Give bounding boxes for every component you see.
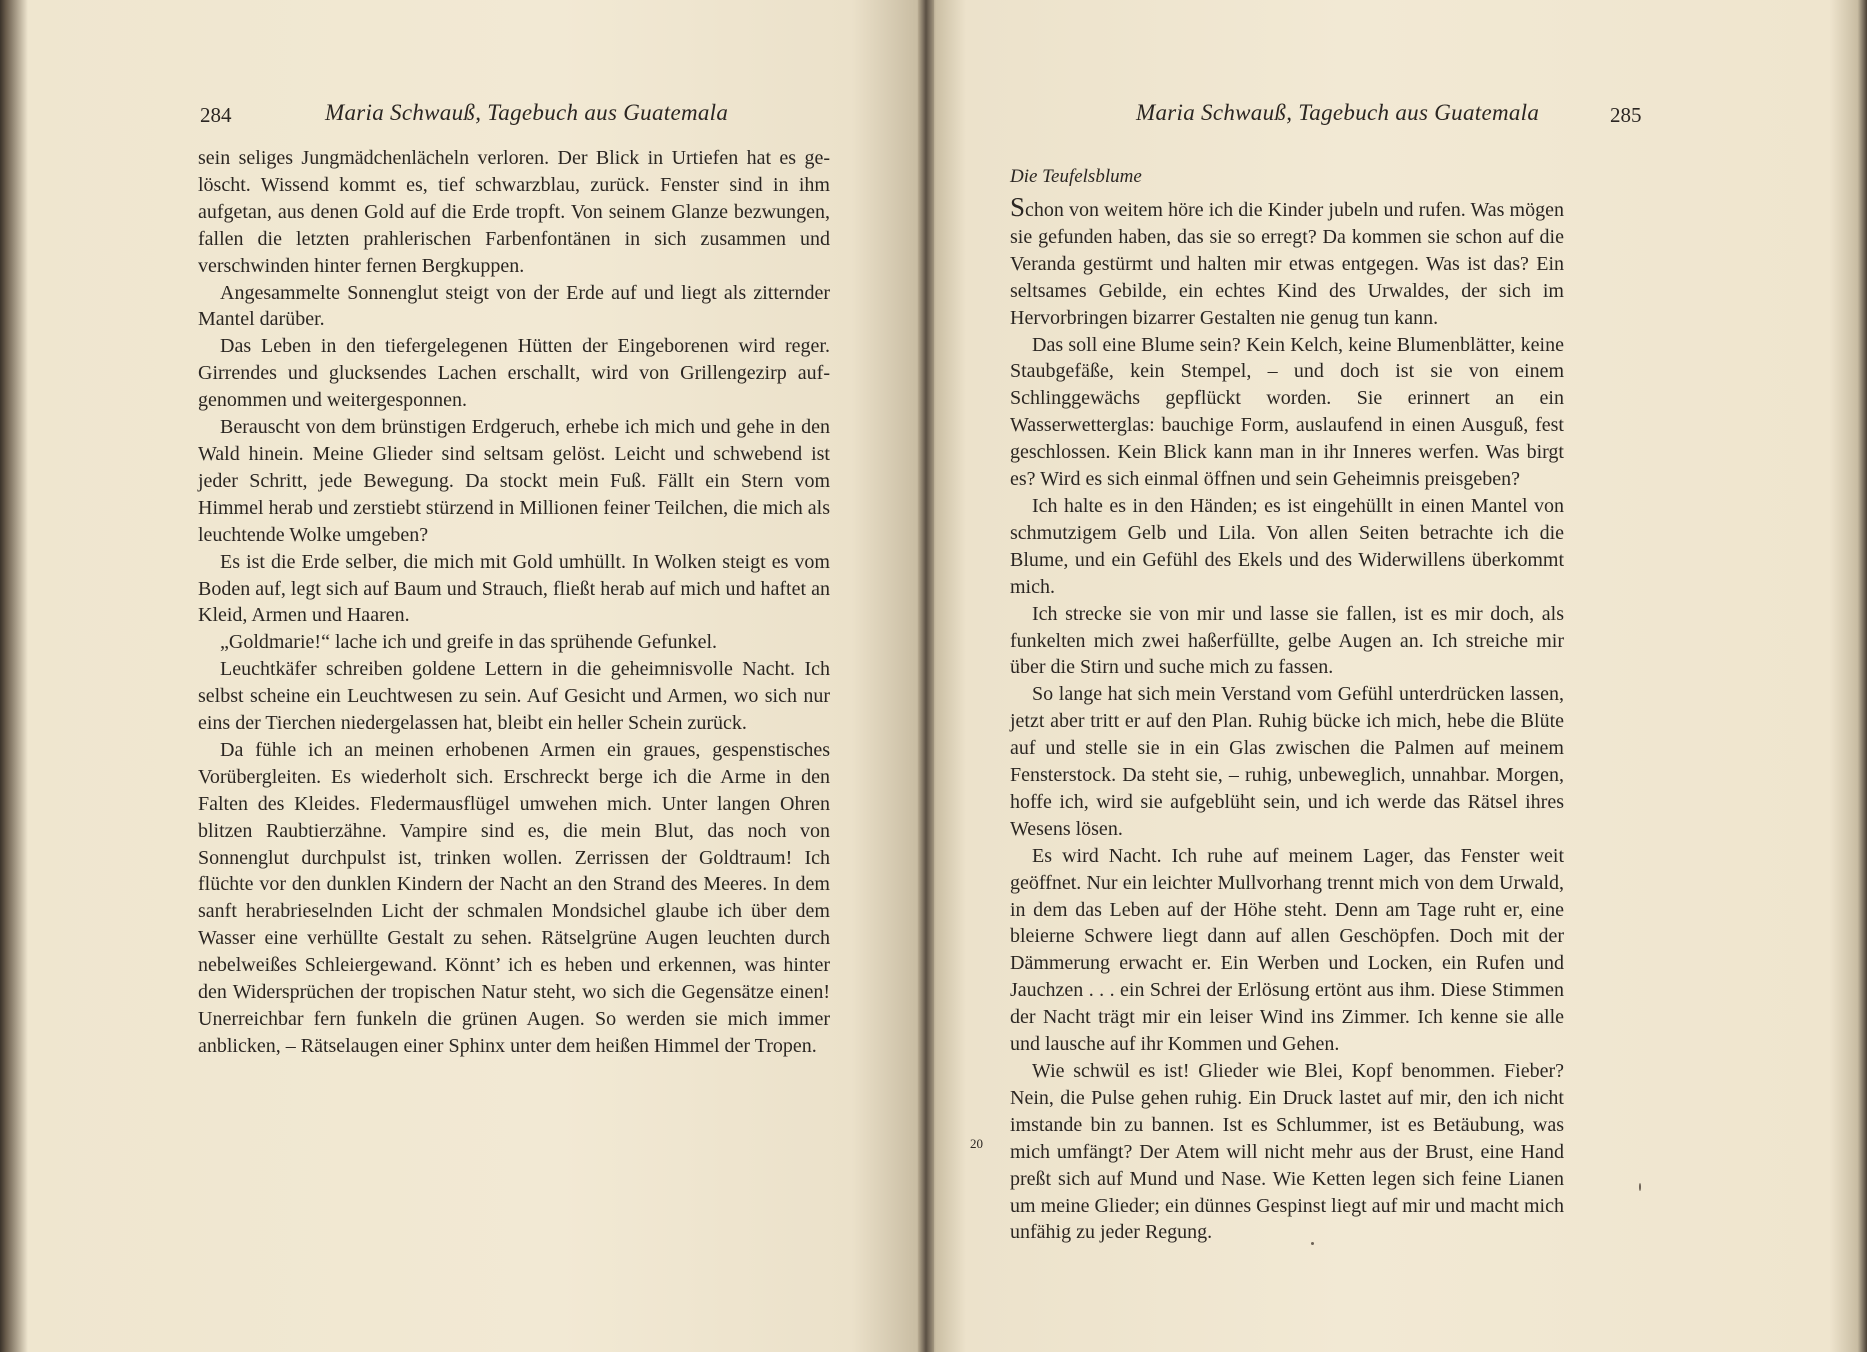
paper-speck [1311,1242,1314,1245]
paragraph: sein seliges Jungmädchenlächeln verloren. Der Blick in Urtiefen hat es gelöscht. Wissend kommt es, tief schwarzblau, zurück. Fenster sind in ihm aufgetan, aus denen Gold auf die Erde tropft. Von seinem Glanze bezwungen, fallen die letzten prahlerischen Farbenfontänen in sich zusammen und verschwinden hinter fernen Bergkuppen. [198,147,830,277]
paragraph: Da fühle ich an meinen erhobenen Armen ein graues, gespenstisches Vorübergleiten. Es wiederholt sich. Erschreckt berge ich die Arme in den Falten des Kleides. Fledermausflügel umwehen mich. Unter langen Ohren blitzen Raubtierzähne. Vampire sind es, die mein Blut, das noch von Sonnenglut durchpulst ist, trinken wollen. Zerrissen der Goldtraum! Ich flüchte vor den dunklen Kindern der Nacht an den Strand des Meeres. In dem sanft herabrieselnden Licht der schmalen Mondsichel glaube ich über dem Wasser eine verhüllte Gestalt zu sehen. Rätselgrüne Augen leuchten durch nebelweißes Schleiergewand. Könnt’ ich es heben und erkennen, was hinter den Widersprüchen der tropischen Natur steht, wo sich die Gegensätze einen! Unerreichbar fern funkeln die grünen Augen. So werden sie mich immer anblicken, – Rätselaugen einer Sphinx unter dem heißen Himmel der Tropen. [198,738,830,1057]
left-running-head: Maria Schwauß, Tagebuch aus Guatemala [325,100,729,125]
right-running-head: Maria Schwauß, Tagebuch aus Guatemala [1136,100,1540,125]
paragraph: So lange hat sich mein Verstand vom Gefühl unterdrücken lassen, jetzt aber tritt er auf den Plan. Ruhig bücke ich mich, hebe die Blüte auf und stelle sie in ein Glas zwischen die Palmen auf meinem Fensterstock. Da steht sie, – ruhig, unbeweglich, unnahbar. Morgen, hoffe ich, wird sie aufgeblüht sein, und ich werde das Rätsel ihres Wesens lösen. [1010,683,1564,840]
right-page [926,0,1867,1352]
paragraph: Es ist die Erde selber, die mich mit Gold umhüllt. In Wolken steigt es vom Boden auf, legt sich auf Baum und Strauch, fließt herab auf mich und haftet an Kleid, Armen und Haaren. [198,550,830,627]
right-body-text [1010,164,1564,1246]
paragraph: Das soll eine Blume sein? Kein Kelch, keine Blumenblätter, keine Staubgefäße, kein Stempel, – und doch ist sie von einem Schlinggewächs gepflückt worden. Sie erinnert an ein Wasserwetterglas: bauchige Form, auslaufend in einen Ausguß, fest geschlossen. Kein Blick kann man in ihr Inneres werfen. Was birgt es? Wird es sich einmal öffnen und sein Geheimnis preisgeben? [1010,333,1564,491]
paragraph: Angesammelte Sonnenglut steigt von der Erde auf und liegt als zitternder Mantel darüber. [198,281,830,331]
paragraph: Es wird Nacht. Ich ruhe auf meinem Lager, das Fenster weit geöffnet. Nur ein leichter Mullvorhang trennt mich von dem Urwald, in dem das Leben auf der Höhe steht. Denn am Tage ruht er, eine bleierne Schwere liegt dann auf allen Geschöpfen. Doch mit der Dämmerung erwacht er. Ein Werben und Locken, ein Rufen und Jauchzen . . . ein Schrei der Erlösung ertönt aus ihm. Diese Stimmen der Nacht trägt mir ein leiser Wind ins Zimmer. Ich kenne sie alle und lausche auf ihr Kommen und Gehen. [1010,844,1564,1056]
left-body-text [198,145,830,1060]
paragraph: Das Leben in den tiefergelegenen Hütten der Eingeborenen wird reger. Girrendes und glucksendes Lachen erschallt, wird von Grillengezirp aufgenommen und weitergesponnen. [198,335,830,412]
paragraph: Ich strecke sie von mir und lasse sie fallen, ist es mir doch, als funkelten mich zwei haßerfüllte, gelbe Augen an. Ich streiche mir über die Stirn und suche mich zu fassen. [1010,602,1564,679]
paper-speck [1639,1183,1641,1191]
left-page [0,0,926,1352]
left-page-number: 284 [200,103,232,127]
paragraph: Schon von weitem höre ich die Kinder jubeln und rufen. Was mögen sie gefunden haben, das sie so erregt? Da kommen sie schon auf die Veranda gestürmt und halten mir etwas entgegen. Was ist das? Ein seltsames Gebilde, ein echtes Kind des Urwaldes, der sich im Hervorbringen bizarrer Gestalten nie genug tun kann. [1010,192,1564,329]
paragraph: Leuchtkäfer schreiben goldene Lettern in die geheimnisvolle Nacht. Ich selbst scheine ein Leuchtwesen zu sein. Auf Gesicht und Armen, wo sich nur eins der Tierchen niedergelassen hat, bleibt ein heller Schein zurück. [198,658,830,735]
paragraph: Berauscht von dem brünstigen Erdgeruch, erhebe ich mich und gehe in den Wald hinein. Meine Glieder sind seltsam gelöst. Leicht und schwebend ist jeder Schritt, jede Bewegung. Da stockt mein Fuß. Fällt ein Stern vom Himmel herab und zerstiebt stürzend in Millionen feiner Teilchen, die mich als leuchtende Wolke umgeben? [198,416,830,546]
paragraph: „Goldmarie!“ lache ich und greife in das sprühende Gefunkel. [220,631,718,654]
paragraph: Wie schwül es ist! Glieder wie Blei, Kopf benommen. Fieber? Nein, die Pulse gehen ruhig. Ein Druck lastet auf mir, den ich nicht imstande bin zu bannen. Ist es Schlummer, ist es Betäubung, was mich umfängt? Der Atem will nicht mehr aus der Brust, eine Hand preßt sich auf Mund und Nase. Wie Ketten legen sich feine Lianen um meine Glieder; ein dünnes Gespinst liegt auf mir und macht mich unfähig zu jeder Regung. [1010,1060,1564,1244]
book-gutter [918,0,934,1352]
signature-mark: 20 [970,1136,983,1151]
paragraph: Ich halte es in den Händen; es ist eingehüllt in einen Mantel von schmutzigem Gelb und Lila. Von allen Seiten betrachte ich die Blume, und ein Gefühl des Ekels und des Widerwillens überkommt mich. [1010,494,1564,598]
section-title: Die Teufelsblume [1010,166,1142,187]
right-page-number: 285 [1610,103,1642,127]
